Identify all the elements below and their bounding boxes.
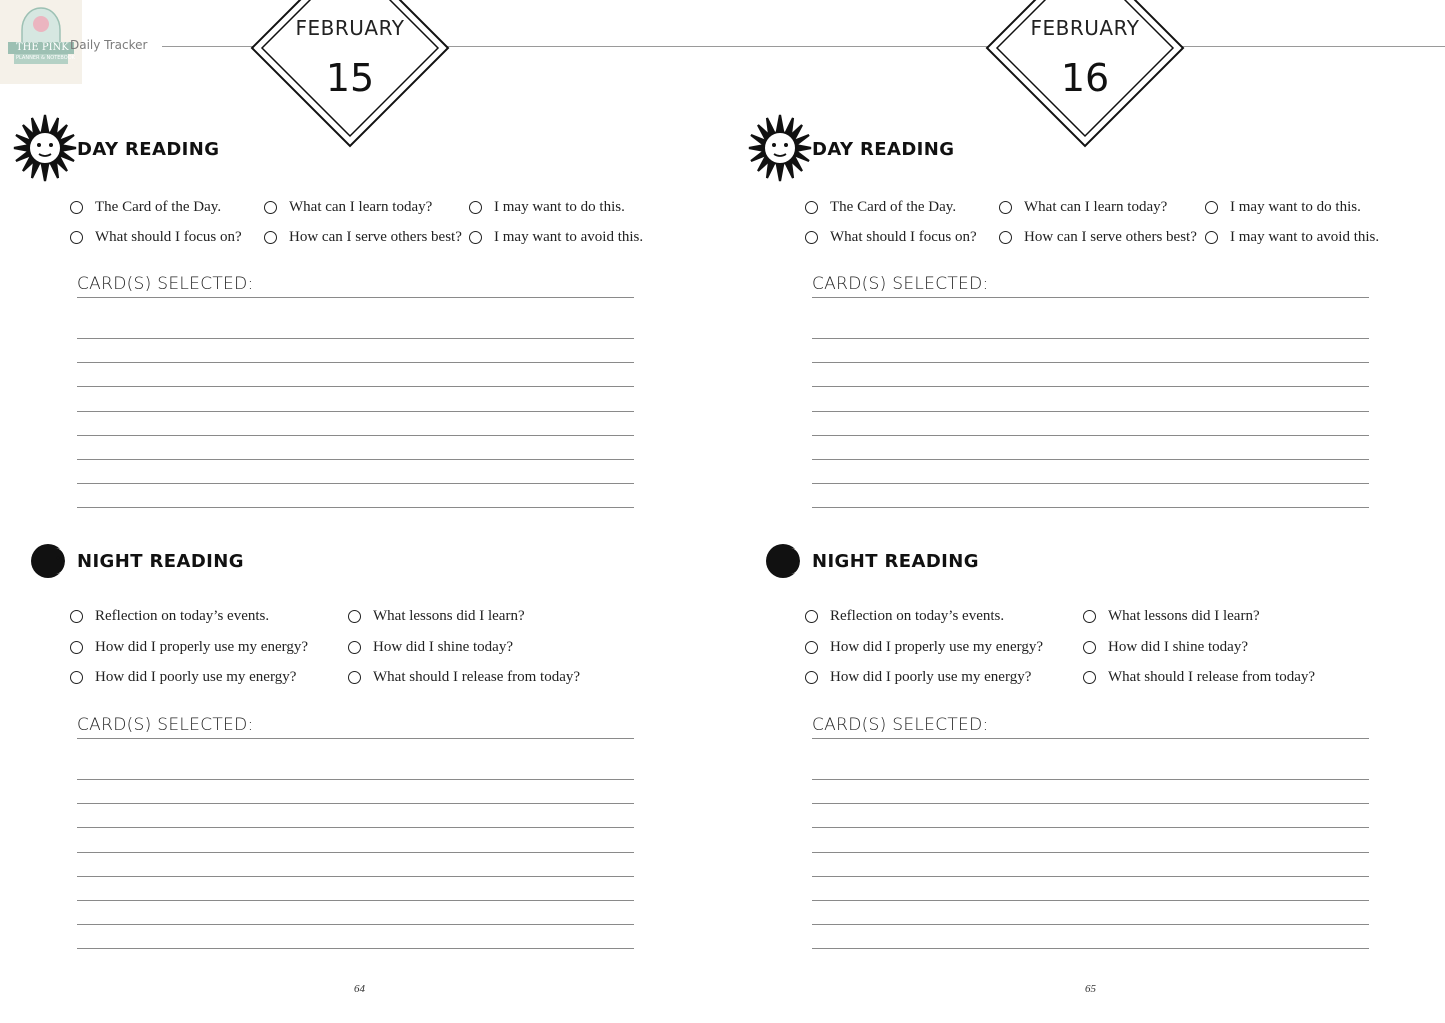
cards-selected-label: CARD(S) SELECTED:: [77, 274, 254, 294]
writing-line[interactable]: [812, 386, 1369, 387]
night-option[interactable]: [805, 667, 1031, 687]
option-label: What should I release from today?: [373, 668, 581, 685]
night-reading-title: NIGHT READING: [77, 551, 244, 572]
writing-line[interactable]: [77, 852, 634, 853]
writing-line[interactable]: [77, 338, 634, 339]
option-label: Reflection on today’s events.: [830, 607, 1005, 624]
option-label: I may want to do this.: [494, 198, 625, 215]
radio-circle-icon[interactable]: [999, 231, 1012, 244]
writing-line[interactable]: [812, 852, 1369, 853]
writing-line[interactable]: [812, 297, 1369, 298]
radio-circle-icon[interactable]: [805, 671, 818, 684]
day-number: 16: [1060, 56, 1110, 100]
option-label: What lessons did I learn?: [373, 607, 525, 624]
radio-circle-icon[interactable]: [264, 201, 277, 214]
option-label: The Card of the Day.: [95, 198, 222, 215]
option-label: The Card of the Day.: [830, 198, 957, 215]
night-option[interactable]: [70, 606, 269, 626]
cards-selected-label: CARD(S) SELECTED:: [812, 715, 989, 735]
radio-circle-icon[interactable]: [70, 671, 83, 684]
radio-circle-icon[interactable]: [70, 641, 83, 654]
day-option[interactable]: [1205, 227, 1379, 247]
writing-line[interactable]: [812, 827, 1369, 828]
day-reading-title: DAY READING: [812, 139, 955, 160]
writing-line[interactable]: [812, 779, 1369, 780]
radio-circle-icon[interactable]: [1083, 671, 1096, 684]
radio-circle-icon[interactable]: [1083, 641, 1096, 654]
month-label: FEBRUARY: [1030, 16, 1140, 40]
writing-line[interactable]: [77, 827, 634, 828]
option-label: What should I focus on?: [95, 228, 242, 245]
writing-line[interactable]: [77, 507, 634, 508]
sun-icon: [12, 113, 78, 183]
writing-line[interactable]: [812, 483, 1369, 484]
radio-circle-icon[interactable]: [348, 671, 361, 684]
day-reading-title: DAY READING: [77, 139, 220, 160]
radio-circle-icon[interactable]: [1205, 201, 1218, 214]
writing-line[interactable]: [77, 435, 634, 436]
writing-line[interactable]: [77, 738, 634, 739]
option-label: Reflection on today’s events.: [95, 607, 270, 624]
option-label: What lessons did I learn?: [1108, 607, 1260, 624]
writing-line[interactable]: [812, 435, 1369, 436]
radio-circle-icon[interactable]: [469, 231, 482, 244]
night-option[interactable]: [1083, 606, 1260, 626]
day-option[interactable]: [1205, 197, 1361, 217]
option-label: What should I focus on?: [830, 228, 977, 245]
option-label: What can I learn today?: [1024, 198, 1168, 215]
radio-circle-icon[interactable]: [999, 201, 1012, 214]
writing-line[interactable]: [77, 297, 634, 298]
night-option[interactable]: [805, 606, 1004, 626]
date-diamond: [985, 0, 1185, 148]
moon-icon: [764, 542, 802, 580]
option-label: How did I properly use my energy?: [830, 638, 1044, 655]
night-option[interactable]: [348, 637, 513, 657]
writing-line[interactable]: [812, 459, 1369, 460]
radio-circle-icon[interactable]: [264, 231, 277, 244]
cards-selected-label: CARD(S) SELECTED:: [812, 274, 989, 294]
writing-line[interactable]: [812, 338, 1369, 339]
writing-line[interactable]: [77, 779, 634, 780]
day-option[interactable]: [264, 227, 462, 247]
night-option[interactable]: [805, 637, 1043, 657]
writing-line[interactable]: [77, 362, 634, 363]
page-number: 64: [354, 983, 365, 995]
writing-line[interactable]: [77, 924, 634, 925]
writing-line[interactable]: [77, 900, 634, 901]
writing-line[interactable]: [812, 362, 1369, 363]
writing-line[interactable]: [812, 900, 1369, 901]
night-option[interactable]: [70, 637, 308, 657]
option-label: How did I properly use my energy?: [95, 638, 309, 655]
writing-line[interactable]: [77, 483, 634, 484]
writing-line[interactable]: [77, 803, 634, 804]
radio-circle-icon[interactable]: [1083, 610, 1096, 623]
writing-line[interactable]: [77, 459, 634, 460]
radio-circle-icon[interactable]: [805, 610, 818, 623]
night-option[interactable]: [1083, 667, 1315, 687]
night-option[interactable]: [348, 606, 525, 626]
logo-sub: PLANNER & NOTEBOOK: [16, 55, 75, 61]
radio-circle-icon[interactable]: [805, 201, 818, 214]
page-number: 65: [1085, 983, 1096, 995]
writing-line[interactable]: [812, 803, 1369, 804]
radio-circle-icon[interactable]: [469, 201, 482, 214]
writing-line[interactable]: [812, 876, 1369, 877]
radio-circle-icon[interactable]: [70, 610, 83, 623]
option-label: I may want to avoid this.: [494, 228, 644, 245]
sun-icon: [747, 113, 813, 183]
night-option[interactable]: [348, 667, 580, 687]
radio-circle-icon[interactable]: [805, 231, 818, 244]
cards-selected-label: CARD(S) SELECTED:: [77, 715, 254, 735]
option-label: How did I poorly use my energy?: [830, 668, 1032, 685]
writing-line[interactable]: [812, 411, 1369, 412]
option-label: How did I shine today?: [1108, 638, 1248, 655]
tracker-label: Daily Tracker: [70, 38, 148, 52]
option-label: I may want to do this.: [1230, 198, 1361, 215]
day-option[interactable]: [999, 227, 1197, 247]
radio-circle-icon[interactable]: [805, 641, 818, 654]
option-label: What can I learn today?: [289, 198, 433, 215]
month-label: FEBRUARY: [295, 16, 405, 40]
day-option[interactable]: [469, 197, 625, 217]
option-label: I may want to avoid this.: [1230, 228, 1380, 245]
option-label: How did I poorly use my energy?: [95, 668, 297, 685]
moon-icon: [29, 542, 67, 580]
option-label: How can I serve others best?: [289, 228, 462, 245]
writing-line[interactable]: [812, 507, 1369, 508]
writing-line[interactable]: [77, 876, 634, 877]
day-option[interactable]: [805, 197, 956, 217]
radio-circle-icon[interactable]: [1205, 231, 1218, 244]
writing-line[interactable]: [77, 386, 634, 387]
writing-line[interactable]: [77, 411, 634, 412]
day-option[interactable]: [469, 227, 643, 247]
writing-line[interactable]: [812, 924, 1369, 925]
day-option[interactable]: [70, 227, 242, 247]
writing-line[interactable]: [77, 948, 634, 949]
night-option[interactable]: [1083, 637, 1248, 657]
option-label: What should I release from today?: [1108, 668, 1316, 685]
night-option[interactable]: [70, 667, 296, 687]
day-option[interactable]: [805, 227, 977, 247]
writing-line[interactable]: [812, 738, 1369, 739]
night-reading-title: NIGHT READING: [812, 551, 979, 572]
journal-page-right: [735, 0, 1445, 1023]
day-option[interactable]: [70, 197, 221, 217]
day-number: 15: [325, 56, 375, 100]
day-option[interactable]: [264, 197, 432, 217]
option-label: How can I serve others best?: [1024, 228, 1197, 245]
radio-circle-icon[interactable]: [70, 231, 83, 244]
radio-circle-icon[interactable]: [348, 641, 361, 654]
writing-line[interactable]: [812, 948, 1369, 949]
radio-circle-icon[interactable]: [70, 201, 83, 214]
logo-name: THE PINK: [16, 42, 69, 53]
option-label: How did I shine today?: [373, 638, 513, 655]
date-diamond: [250, 0, 450, 148]
day-option[interactable]: [999, 197, 1167, 217]
radio-circle-icon[interactable]: [348, 610, 361, 623]
